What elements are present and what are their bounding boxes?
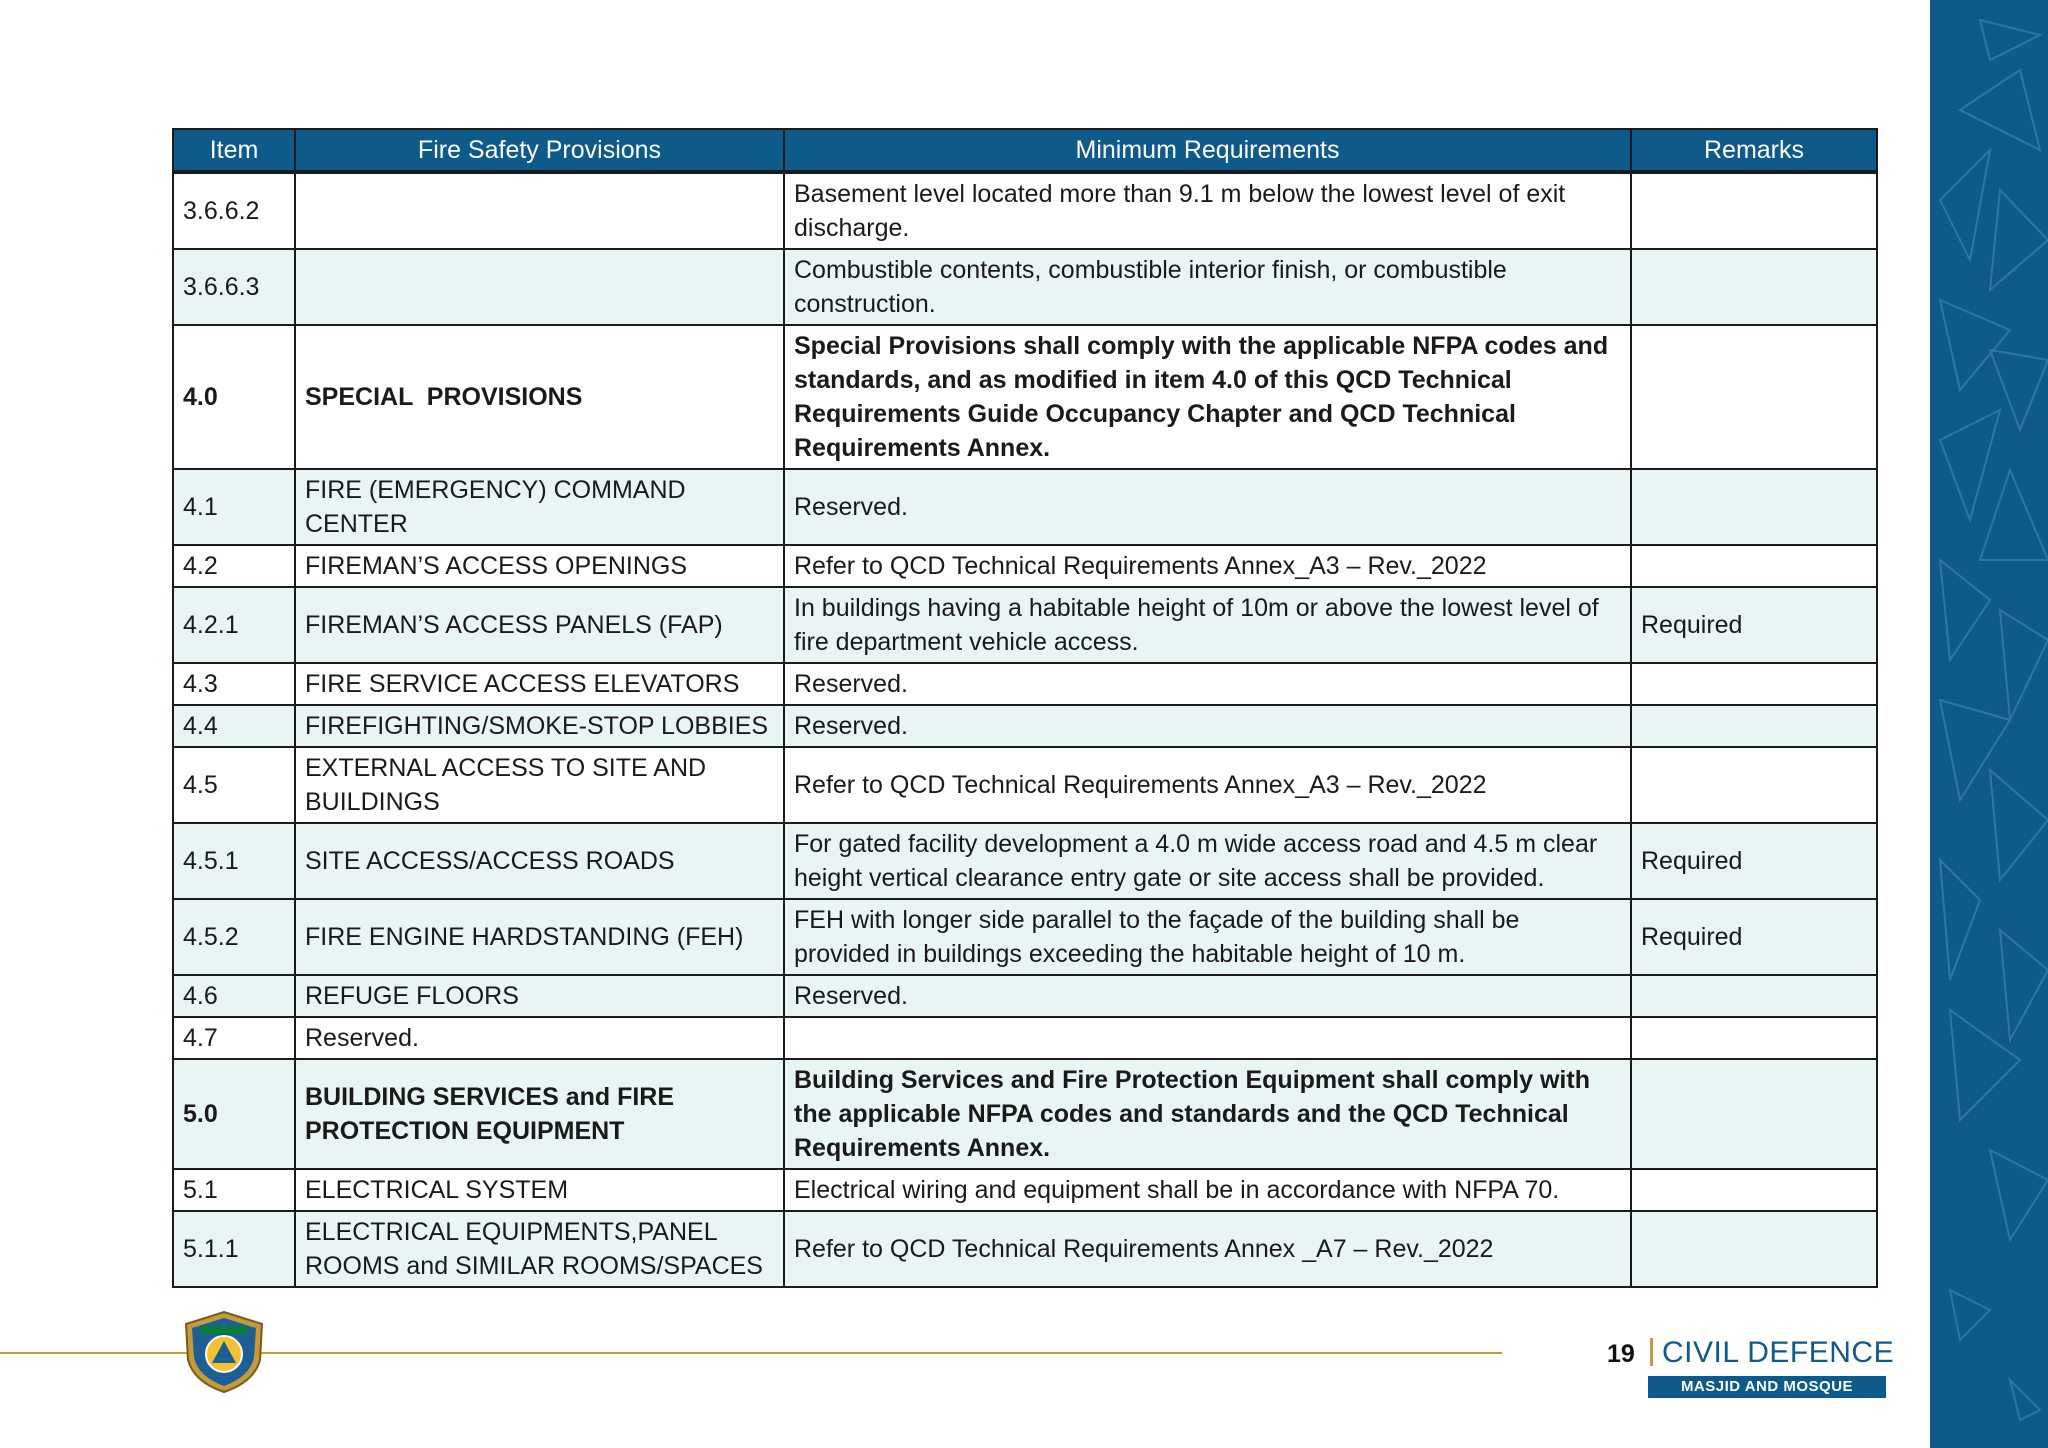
table-row (173, 545, 1877, 587)
table-header-row (173, 129, 1877, 172)
cell-requirement: Reserved. (784, 663, 1631, 705)
table-row (173, 1017, 1877, 1059)
cell-provision: BUILDING SERVICES and FIRE PROTECTION EQUIPMENT (295, 1059, 784, 1169)
header-remarks: Remarks (1631, 129, 1877, 172)
cell-requirement: Reserved. (784, 469, 1631, 545)
cell-requirement (784, 1017, 1631, 1059)
table-row (173, 249, 1877, 325)
cell-item: 4.1 (173, 469, 295, 545)
table-row (173, 1059, 1877, 1169)
cell-requirement: Reserved. (784, 975, 1631, 1017)
cell-remarks (1631, 1169, 1877, 1211)
cell-item: 5.0 (173, 1059, 295, 1169)
cell-provision: FIRE (EMERGENCY) COMMAND CENTER (295, 469, 784, 545)
cell-item: 4.5 (173, 747, 295, 823)
cell-item: 4.6 (173, 975, 295, 1017)
cell-item: 4.0 (173, 325, 295, 469)
cell-item: 4.7 (173, 1017, 295, 1059)
cell-remarks (1631, 975, 1877, 1017)
table-row (173, 899, 1877, 975)
cell-remarks: Required (1631, 899, 1877, 975)
cell-item: 4.2.1 (173, 587, 295, 663)
table-row (173, 587, 1877, 663)
cell-requirement: Building Services and Fire Protection Equipment shall comply with the applicable NFPA codes and standards and the QCD Technical Requirements Annex. (784, 1059, 1631, 1169)
table-row (173, 705, 1877, 747)
cell-remarks (1631, 663, 1877, 705)
cell-item: 4.2 (173, 545, 295, 587)
cell-remarks (1631, 705, 1877, 747)
cell-requirement: Refer to QCD Technical Requirements Annex _A7 – Rev._2022 (784, 1211, 1631, 1287)
cell-requirement: Electrical wiring and equipment shall be in accordance with NFPA 70. (784, 1169, 1631, 1211)
footer-separator (1650, 1338, 1653, 1366)
table-row (173, 975, 1877, 1017)
cell-remarks: Required (1631, 823, 1877, 899)
cell-provision: Reserved. (295, 1017, 784, 1059)
decorative-side-band (1930, 0, 2048, 1448)
cell-provision: FIRE ENGINE HARDSTANDING (FEH) (295, 899, 784, 975)
cell-provision (295, 172, 784, 249)
cell-remarks (1631, 1017, 1877, 1059)
civil-defence-logo (180, 1308, 268, 1396)
cell-item: 4.5.2 (173, 899, 295, 975)
brand-subtitle: MASJID AND MOSQUE (1648, 1376, 1886, 1398)
cell-remarks: Required (1631, 587, 1877, 663)
cell-provision: FIREFIGHTING/SMOKE-STOP LOBBIES (295, 705, 784, 747)
cell-item: 3.6.6.3 (173, 249, 295, 325)
cell-remarks (1631, 325, 1877, 469)
cell-item: 5.1.1 (173, 1211, 295, 1287)
table-row (173, 172, 1877, 249)
header-item: Item (173, 129, 295, 172)
cell-provision: EXTERNAL ACCESS TO SITE AND BUILDINGS (295, 747, 784, 823)
cell-requirement: Refer to QCD Technical Requirements Annex_A3 – Rev._2022 (784, 747, 1631, 823)
table-row (173, 663, 1877, 705)
cell-remarks (1631, 1059, 1877, 1169)
cell-remarks (1631, 249, 1877, 325)
cell-provision (295, 249, 784, 325)
table-row (173, 1169, 1877, 1211)
cell-requirement: Basement level located more than 9.1 m below the lowest level of exit discharge. (784, 172, 1631, 249)
cell-item: 3.6.6.2 (173, 172, 295, 249)
cell-remarks (1631, 545, 1877, 587)
cell-provision: FIREMAN’S ACCESS PANELS (FAP) (295, 587, 784, 663)
cell-requirement: Special Provisions shall comply with the applicable NFPA codes and standards, and as modified in item 4.0 of this QCD Technical Requirements Guide Occupancy Chapter and QCD Technical Requirements Annex. (784, 325, 1631, 469)
cell-provision: ELECTRICAL SYSTEM (295, 1169, 784, 1211)
cell-requirement: For gated facility development a 4.0 m wide access road and 4.5 m clear height vertical clearance entry gate or site access shall be provided. (784, 823, 1631, 899)
cell-provision: REFUGE FLOORS (295, 975, 784, 1017)
cell-provision: SPECIAL PROVISIONS (295, 325, 784, 469)
cell-requirement: Reserved. (784, 705, 1631, 747)
cell-remarks (1631, 172, 1877, 249)
table-row (173, 325, 1877, 469)
cell-requirement: Refer to QCD Technical Requirements Annex_A3 – Rev._2022 (784, 545, 1631, 587)
header-minimum-requirements: Minimum Requirements (784, 129, 1631, 172)
cell-remarks (1631, 747, 1877, 823)
table-row (173, 1211, 1877, 1287)
table-row (173, 469, 1877, 545)
cell-item: 4.3 (173, 663, 295, 705)
cell-requirement: Combustible contents, combustible interior finish, or combustible construction. (784, 249, 1631, 325)
page-number: 19 (1607, 1340, 1635, 1368)
cell-item: 4.5.1 (173, 823, 295, 899)
brand-title: CIVIL DEFENCE (1662, 1336, 1895, 1369)
cell-provision: FIREMAN’S ACCESS OPENINGS (295, 545, 784, 587)
cell-item: 5.1 (173, 1169, 295, 1211)
cell-remarks (1631, 469, 1877, 545)
cell-provision: FIRE SERVICE ACCESS ELEVATORS (295, 663, 784, 705)
cell-provision: SITE ACCESS/ACCESS ROADS (295, 823, 784, 899)
cell-requirement: In buildings having a habitable height of 10m or above the lowest level of fire department vehicle access. (784, 587, 1631, 663)
requirements-table (172, 128, 1878, 1288)
cell-remarks (1631, 1211, 1877, 1287)
header-fire-safety-provisions: Fire Safety Provisions (295, 129, 784, 172)
table-row (173, 747, 1877, 823)
cell-requirement: FEH with longer side parallel to the façade of the building shall be provided in buildings exceeding the habitable height of 10 m. (784, 899, 1631, 975)
cell-item: 4.4 (173, 705, 295, 747)
table-row (173, 823, 1877, 899)
cell-provision: ELECTRICAL EQUIPMENTS,PANEL ROOMS and SIMILAR ROOMS/SPACES (295, 1211, 784, 1287)
